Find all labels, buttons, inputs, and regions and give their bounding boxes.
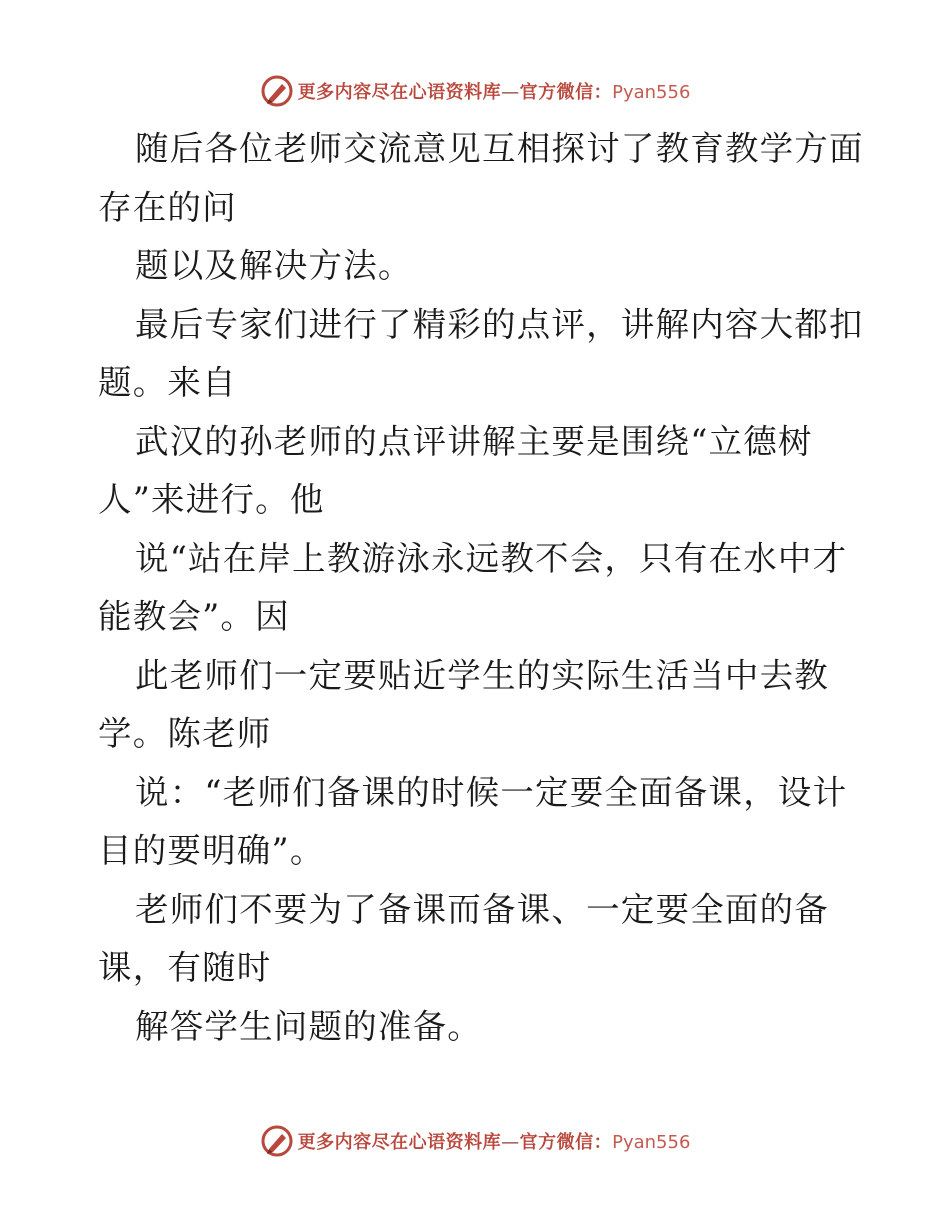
text-line: 此老师们一定要贴近学生的实际生活当中去教 xyxy=(135,655,829,695)
text-line: 说“站在岸上教游泳永远教不会，只有在水中才 xyxy=(135,538,848,578)
text-line: 目的要明确”。 xyxy=(98,831,325,870)
watermark-wechat-id: Pyan556 xyxy=(612,1132,691,1153)
text-line: 最后专家们进行了精彩的点评，讲解内容大都扣 xyxy=(135,304,864,344)
text-line: 说：“老师们备课的时候一定要全面备课，设计 xyxy=(135,772,848,812)
header-watermark xyxy=(0,74,950,108)
watermark-wechat-id: Pyan556 xyxy=(612,82,691,103)
watermark-separator: — xyxy=(501,82,520,103)
watermark-text xyxy=(298,1128,691,1154)
document-body xyxy=(98,120,864,1056)
footer-watermark xyxy=(0,1124,950,1158)
text-line: 人”来进行。他 xyxy=(98,480,325,519)
watermark-label: 官方微信： xyxy=(519,1132,613,1153)
text-line: 课，有随时 xyxy=(98,948,272,987)
text-line: 题以及解决方法。 xyxy=(135,246,413,285)
watermark-separator: — xyxy=(501,1132,520,1153)
text-line: 随后各位老师交流意见互相探讨了教育教学方面 xyxy=(135,129,864,168)
watermark-prefix: 更多内容尽在心语资料库 xyxy=(297,1132,502,1153)
text-line: 解答学生问题的准备。 xyxy=(135,1006,482,1046)
text-line: 题。来自 xyxy=(98,363,237,402)
text-line: 老师们不要为了备课而备课、一定要全面的备 xyxy=(135,889,829,929)
watermark-prefix: 更多内容尽在心语资料库 xyxy=(297,82,502,103)
text-line: 能教会”。因 xyxy=(98,597,290,636)
watermark-label: 官方微信： xyxy=(519,82,613,103)
watermark-text xyxy=(298,78,691,104)
pen-circle-logo-icon xyxy=(260,74,294,108)
text-line: 武汉的孙老师的点评讲解主要是围绕“立德树 xyxy=(135,421,813,461)
pen-circle-logo-icon xyxy=(260,1124,294,1158)
text-line: 存在的问 xyxy=(98,187,237,227)
text-line: 学。陈老师 xyxy=(98,714,272,753)
